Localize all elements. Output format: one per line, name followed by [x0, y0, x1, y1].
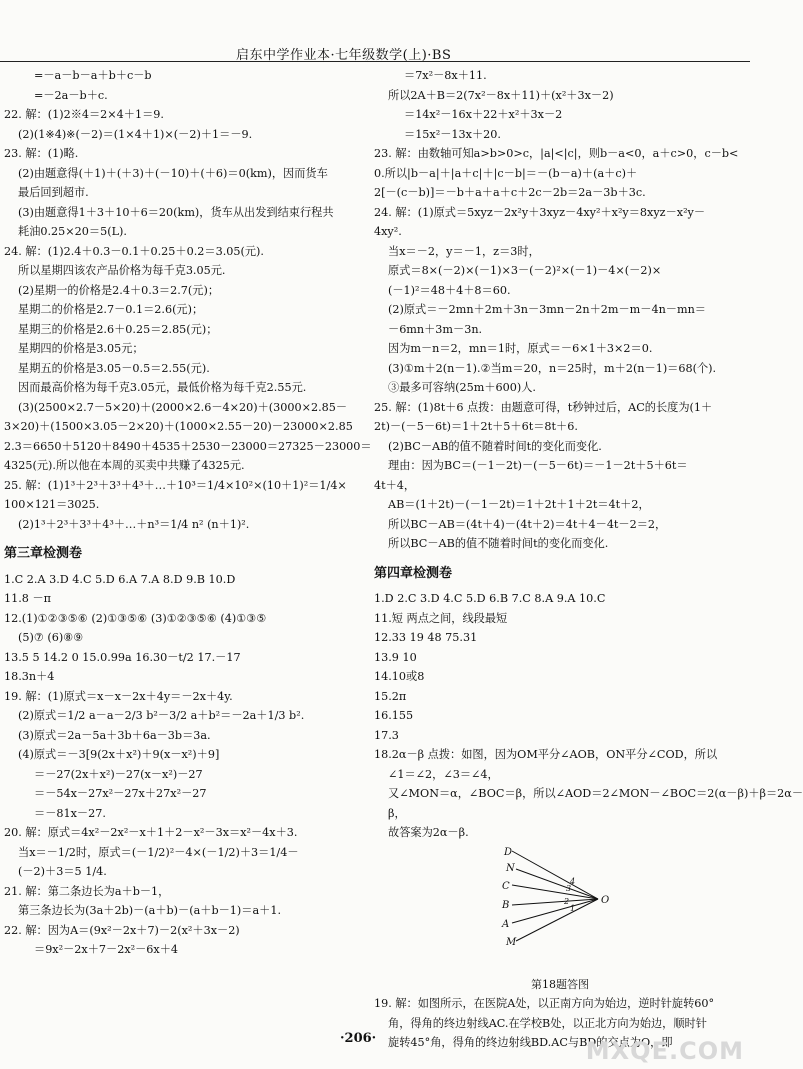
answer-line: 15.2π — [374, 689, 407, 703]
answer-line: (4)原式＝－3[9(2x＋x²)＋9(x－x²)＋9] — [18, 748, 220, 761]
answer-line: =－a－b－a＋b＋c－b — [34, 69, 152, 82]
watermark: MXQE.COM — [585, 1037, 744, 1065]
answer-line: 14.10或8 — [374, 670, 425, 683]
answer-line: 13.9 10 — [374, 650, 417, 664]
label-3: 3 — [566, 883, 572, 893]
answer-line: 24. 解：(1)原式＝5xyz－2x²y＋3xyz－4xy²＋x²y＝8xyz－x²y－ — [374, 205, 706, 219]
label-n: N — [506, 862, 515, 874]
answer-line: (2)由题意得(＋1)＋(＋3)＋(－10)＋(＋6)＝0(km)，因而货车 — [18, 166, 328, 180]
answer-line: ＝14x²－16x＋22＋x²＋3x－2 — [404, 108, 563, 121]
answer-line: 23. 解：(1)略. — [4, 147, 79, 160]
answer-line: 4xy². — [374, 225, 402, 238]
answer-line: 星期二的价格是2.7－0.1＝2.6(元)； — [18, 303, 204, 316]
label-m: M — [506, 936, 517, 948]
answer-line: 星期三的价格是2.6＋0.25＝2.85(元)； — [18, 322, 218, 336]
answer-line: 因而最高价格为每千克3.05元，最低价格为每千克2.55元. — [18, 381, 307, 394]
answer-line: ＝7x²－8x＋11. — [404, 69, 487, 82]
answer-line: 19. 解：如图所示，在医院A处，以正南方向为始边，逆时针旋转60° — [374, 997, 715, 1010]
angle-figure — [498, 847, 618, 977]
answer-line: (3)(2500×2.7－5×20)＋(2000×2.6－4×20)＋(3000×2.85－ — [18, 400, 348, 414]
answer-line: ＝－54x－27x²－27x＋27x²－27 — [34, 787, 207, 800]
answer-line: 所以星期四该农产品价格为每千克3.05元. — [18, 264, 226, 277]
answer-line: (2)(1※4)※(－2)＝(1×4＋1)×(－2)＋1＝－9. — [18, 127, 253, 141]
answer-line: 24. 解：(1)2.4＋0.3－0.1＋0.25＋0.2＝3.05(元). — [4, 244, 264, 258]
answer-line: 1.C 2.A 3.D 4.C 5.D 6.A 7.A 8.D 9.B 10.D — [4, 572, 236, 586]
header-title: 启东中学作业本·七年级数学(上)·BS — [236, 48, 452, 63]
answer-line: 当x＝－1/2时，原式＝(－1/2)²－4×(－1/2)＋3＝1/4－ — [18, 845, 299, 859]
answer-line: 1.D 2.C 3.D 4.C 5.D 6.B 7.C 8.A 9.A 10.C — [374, 592, 606, 605]
right-column — [374, 66, 803, 1053]
label-a: A — [502, 918, 510, 930]
answer-line: (2)原式＝1/2 a－a－2/3 b²－3/2 a＋b²＝－2a＋1/3 b². — [18, 709, 305, 722]
answer-line: 25. 解：(1)1³＋2³＋3³＋4³＋…＋10³＝1/4×10²×(10＋1)²＝1/4× — [4, 478, 347, 492]
right-answers-block-1 — [374, 66, 746, 554]
answer-line: AB＝(1＋2t)－(－1－2t)＝1＋2t＋1＋2t＝4t＋2， — [388, 498, 650, 511]
answer-line: 因为m－n＝2，mn＝1时，原式＝－6×1＋3×2＝0. — [388, 342, 653, 355]
answer-line: 19. 解：(1)原式＝x－x－2x＋4y＝－2x＋4y. — [4, 689, 233, 703]
page-header — [0, 0, 750, 62]
answer-line: (2)BC－AB的值不随着时间t的变化而变化. — [388, 439, 602, 453]
answer-line: 当x＝－2，y＝－1，z＝3时， — [388, 244, 540, 258]
answer-line: 原式＝8×(－2)×(－1)×3－(－2)²×(－1)－4×(－2)× — [388, 264, 662, 277]
answer-line: 12.(1)①②③⑤⑥ (2)①③⑤⑥ (3)①②③⑤⑥ (4)①③⑤ — [4, 611, 267, 625]
answer-line: 16.155 — [374, 709, 414, 722]
answer-line: =－2a－b＋c. — [34, 88, 108, 102]
answer-line: 21. 解：第二条边长为a＋b－1， — [4, 884, 170, 898]
answer-line: 20. 解：原式＝4x²－2x²－x＋1＋2－x²－3x＝x²－4x＋3. — [4, 826, 298, 839]
answer-line: 2t)－(－5－6t)＝1＋2t＋5＋6t＝8t＋6. — [374, 420, 578, 433]
answer-line: β， — [388, 806, 406, 820]
label-o: O — [601, 894, 610, 906]
chapter4-section-title: 第四章检测卷 — [374, 565, 453, 581]
answer-line: 又∠MON＝α，∠BOC＝β，所以∠AOD＝2∠MON－∠BOC＝2(α－β)＋β＝2α－ — [388, 787, 803, 800]
right-answers-block-2 — [374, 589, 803, 843]
answer-line: 11.8 －π — [4, 592, 52, 605]
answer-line: (3)原式＝2a－5a＋3b＋6a－3b＝3a. — [18, 728, 211, 742]
answer-line: 100×121＝3025. — [4, 498, 100, 511]
answer-line: 最后回到超市. — [18, 186, 89, 199]
answer-line: 22. 解：因为A＝(9x²－2x＋7)－2(x²＋3x－2) — [4, 923, 240, 937]
answer-line: 2.3＝6650＋5120＋8490＋4535＋2530－23000＝27325－23000＝ — [4, 439, 372, 453]
figure-caption: 第18题答图 — [531, 977, 589, 991]
answer-line: (5)⑦ (6)⑧⑨ — [18, 631, 84, 644]
answer-line: (3)由题意得1＋3＋10＋6＝20(km)，货车从出发到结束行程共 — [18, 205, 334, 219]
answer-line: 18.2α－β 点拨：如图，因为OM平分∠AOB，ON平分∠COD，所以 — [374, 748, 718, 761]
label-1: 1 — [570, 903, 576, 913]
answer-line: 25. 解：(1)8t＋6 点拨：由题意可得，t秒钟过后，AC的长度为(1＋ — [374, 400, 713, 414]
answer-line: (2)1³＋2³＋3³＋4³＋…＋n³＝1/4 n² (n＋1)². — [18, 517, 250, 531]
answer-line: 所以2A＋B＝2(7x²－8x＋11)＋(x²＋3x－2) — [388, 88, 614, 102]
answer-line: 星期四的价格是3.05元； — [18, 342, 144, 355]
label-d: D — [504, 846, 513, 858]
label-c: C — [502, 880, 510, 892]
answer-line: (－1)²＝48＋4＋8＝60. — [388, 283, 511, 297]
answer-line: 3×20)＋(1500×3.05－2×20)＋(1000×2.55－20)－23000×2.85 — [4, 420, 353, 433]
answer-line: 17.3 — [374, 728, 399, 742]
answer-line: 18.3n＋4 — [4, 670, 55, 683]
answer-line: －6mn＋3m－3n. — [388, 322, 483, 336]
label-b: B — [502, 899, 510, 911]
answer-line: 23. 解：由数轴可知a>b>0>c，|a|<|c|，则b－a<0，a＋c>0，c－b< — [374, 147, 739, 160]
answer-line: ＝9x²－2x＋7－2x²－6x＋4 — [34, 943, 179, 956]
answer-line: ＝15x²－13x＋20. — [404, 127, 501, 141]
answer-line: (2)星期一的价格是2.4＋0.3＝2.7(元)； — [18, 283, 220, 297]
answer-line: 4325(元).所以他在本周的买卖中共赚了4325元. — [4, 459, 245, 472]
answer-line: (2)原式＝－2mn＋2m＋3n－3mn－2n＋2m－m－4n－mn＝ — [388, 303, 706, 316]
answer-line: 所以BC－AB＝(4t＋4)－(4t＋2)＝4t＋4－4t－2＝2， — [388, 517, 667, 531]
answer-line: ③最多可容纳(25m＋600)人. — [388, 381, 536, 394]
answer-line: ＝－81x－27. — [34, 806, 106, 820]
page-number: ·206· — [340, 1031, 377, 1046]
left-answers-block-1 — [4, 66, 372, 534]
answer-line: 角，得角的终边射线AC.在学校B处，以正北方向为始边，顺时针 — [388, 1016, 707, 1030]
label-4: 4 — [570, 876, 576, 886]
answer-line: ∠1＝∠2，∠3＝∠4， — [388, 767, 499, 781]
answer-line: 12.33 19 48 75.31 — [374, 631, 478, 644]
answer-line: 星期五的价格是3.05－0.5＝2.55(元). — [18, 361, 210, 375]
answer-line: 0.所以|b－a|＋|a＋c|＋|c－b|＝－(b－a)＋(a＋c)＋ — [374, 166, 638, 180]
answer-line: 旋转45°角，得角的终边射线BD.AC与BD的交点为Q，即 — [388, 1036, 673, 1049]
answer-line: 11.短 两点之间，线段最短 — [374, 611, 508, 625]
answer-line: 故答案为2α－β. — [388, 826, 469, 839]
chapter3-section-title: 第三章检测卷 — [4, 546, 83, 561]
left-answers-block-2 — [4, 570, 362, 960]
answer-line: (－2)＋3＝5 1/4. — [18, 865, 107, 878]
answer-line: ＝－27(2x＋x²)－27(x－x²)－27 — [34, 767, 203, 781]
left-column — [4, 66, 372, 960]
answer-line: 耗油0.25×20＝5(L). — [18, 225, 127, 238]
answer-line: 13.5 5 14.2 0 15.0.99a 16.30－t/2 17.－17 — [4, 650, 241, 664]
answer-line: (3)①m＋2(n－1).②当m＝20，n＝25时，m＋2(n－1)＝68(个). — [388, 361, 717, 375]
angle-diagram-svg — [498, 847, 618, 977]
answer-line: 22. 解：(1)2※4＝2×4＋1＝9. — [4, 108, 164, 121]
answer-line: 4t＋4， — [374, 478, 416, 492]
answer-line: 2[－(c－b)]＝－b＋a＋a＋c＋2c－2b＝2a－3b＋3c. — [374, 186, 646, 199]
header-rule — [0, 61, 750, 62]
answer-line: 理由：因为BC＝(－1－2t)－(－5－6t)＝－1－2t＋5＋6t＝ — [388, 459, 688, 472]
answer-line: 所以BC－AB的值不随着时间t的变化而变化. — [388, 537, 609, 550]
answer-line: 第三条边长为(3a＋2b)－(a＋b)－(a＋b－1)＝a＋1. — [18, 904, 282, 917]
label-2: 2 — [564, 896, 570, 906]
